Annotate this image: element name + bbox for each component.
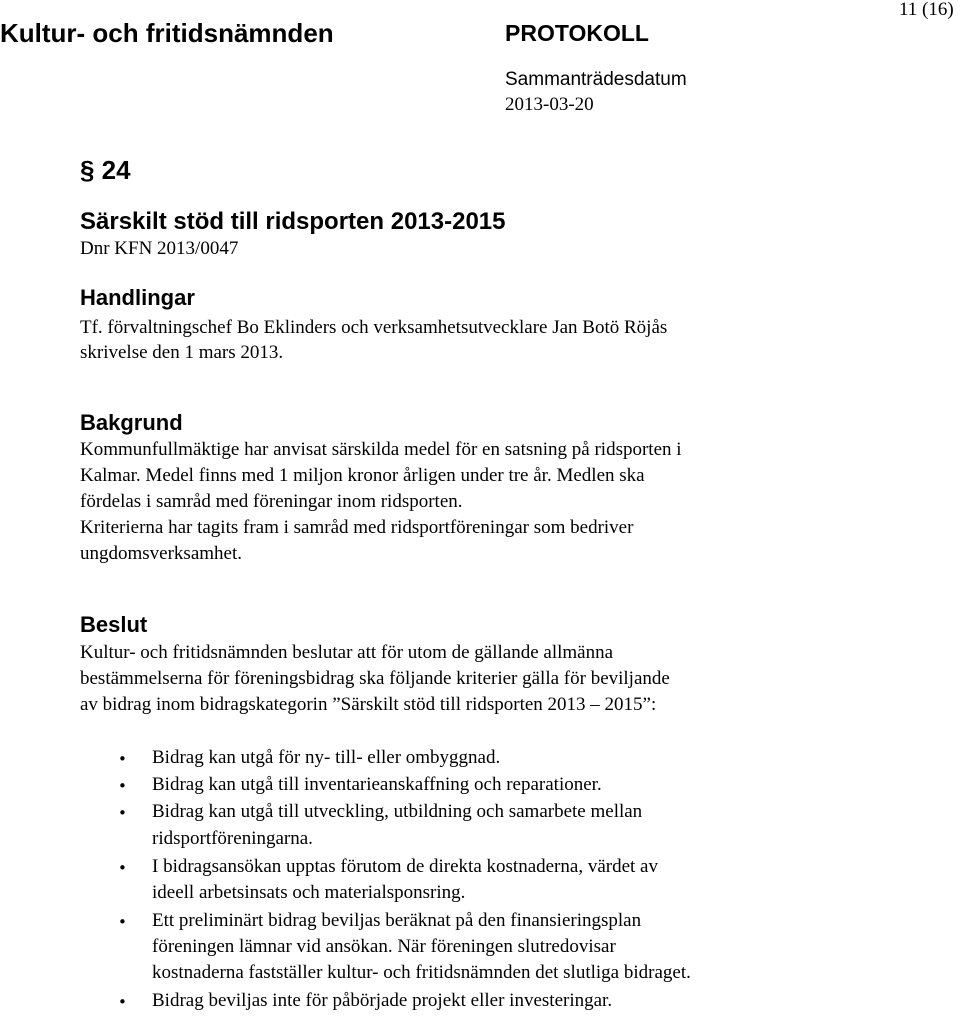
section-number: § 24 bbox=[80, 155, 131, 185]
bullet-marker: • bbox=[118, 859, 127, 877]
bullet-text: Bidrag kan utgå till utveckling, utbildning och samarbete mellan bbox=[152, 801, 643, 822]
bullet-marker: • bbox=[118, 777, 127, 795]
bullet-text: kostnaderna fastställer kultur- och fritidsnämnden det slutliga bidraget. bbox=[152, 962, 691, 983]
document-type: PROTOKOLL bbox=[505, 20, 649, 46]
bullet-text: Bidrag beviljas inte för påbörjade projekt eller investeringar. bbox=[152, 990, 613, 1011]
meeting-date-label: Sammanträdesdatum bbox=[505, 69, 687, 90]
bakgrund-heading: Bakgrund bbox=[80, 410, 183, 435]
handlingar-line: skrivelse den 1 mars 2013. bbox=[80, 342, 284, 363]
bullet-marker: • bbox=[118, 804, 127, 822]
bullet-marker: • bbox=[118, 913, 127, 931]
page-number: 11 (16) bbox=[899, 0, 954, 20]
bakgrund-line: Kriterierna har tagits fram i samråd med ridsportföreningar som bedriver bbox=[80, 517, 634, 538]
bullet-marker: • bbox=[118, 993, 127, 1011]
meeting-date: 2013-03-20 bbox=[505, 94, 594, 115]
beslut-heading: Beslut bbox=[80, 612, 148, 637]
beslut-line: av bidrag inom bidragskategorin ”Särskilt stöd till ridsporten 2013 – 2015”: bbox=[80, 694, 657, 715]
handlingar-line: Tf. förvaltningschef Bo Eklinders och verksamhetsutvecklare Jan Botö Röjås bbox=[80, 317, 668, 338]
beslut-line: Kultur- och fritidsnämnden beslutar att för utom de gällande allmänna bbox=[80, 642, 614, 663]
organization-name: Kultur- och fritidsnämnden bbox=[0, 18, 334, 48]
bakgrund-line: ungdomsverksamhet. bbox=[80, 543, 243, 564]
bullet-marker: • bbox=[118, 750, 127, 768]
bullet-text: Bidrag kan utgå för ny- till- eller ombyggnad. bbox=[152, 747, 501, 768]
bullet-text: Bidrag kan utgå till inventarieanskaffning och reparationer. bbox=[152, 774, 602, 795]
bullet-text: föreningen lämnar vid ansökan. När föreningen slutredovisar bbox=[152, 936, 616, 957]
bullet-text: Ett preliminärt bidrag beviljas beräknat på den finansieringsplan bbox=[152, 910, 642, 931]
bullet-text: ridsportföreningarna. bbox=[152, 828, 313, 849]
beslut-line: bestämmelserna för föreningsbidrag ska följande kriterier gälla för beviljande bbox=[80, 668, 670, 689]
handlingar-heading: Handlingar bbox=[80, 285, 195, 310]
bullet-text: I bidragsansökan upptas förutom de direkta kostnaderna, värdet av bbox=[152, 856, 658, 877]
bakgrund-line: Kalmar. Medel finns med 1 miljon kronor årligen under tre år. Medlen ska bbox=[80, 465, 645, 486]
bakgrund-line: Kommunfullmäktige har anvisat särskilda medel för en satsning på ridsporten i bbox=[80, 439, 682, 460]
bakgrund-line: fördelas i samråd med föreningar inom ridsporten. bbox=[80, 491, 463, 512]
diary-number: Dnr KFN 2013/0047 bbox=[80, 238, 239, 259]
bullet-text: ideell arbetsinsats och materialsponsring. bbox=[152, 882, 466, 903]
case-title: Särskilt stöd till ridsporten 2013-2015 bbox=[80, 208, 506, 235]
